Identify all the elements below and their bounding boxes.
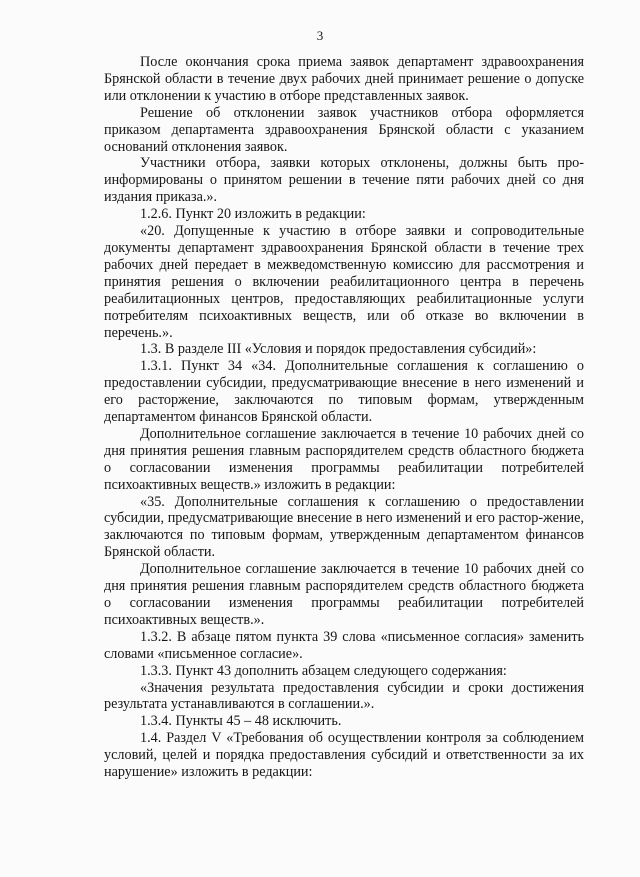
- paragraph: 1.3.1. Пункт 34 «34. Дополнительные соглашения к соглашению о предоставлении субсидии, предусматривающие внесение в него изменений и его расторжение, заключаются по типовым формам, утвержденным департаментом финансов Брянской области.: [104, 358, 584, 426]
- paragraph: 1.3.4. Пункты 45 – 48 исключить.: [140, 713, 342, 730]
- paragraph: «20. Допущенные к участию в отборе заявки и сопроводительные документы департамент здравоохранения Брянской области в течение трех рабочих дней передает в межведомственную комиссию для рассмотрения и принятия решения о включении реабилитационного центра в перечень реабилитационных центров, предоставляющих реабилитационные услуги потребителям психоактивных веществ, или об отказе во включении в перечень.».: [104, 223, 584, 341]
- paragraph: 1.3. В разделе III «Условия и порядок предоставления субсидий»:: [140, 341, 537, 358]
- paragraph: После окончания срока приема заявок департамент здравоохранения Брянской области в течение двух рабочих дней принимает решение о допуске или отклонении к участию в отборе представленных заявок.: [104, 54, 584, 104]
- paragraph: Дополнительное соглашение заключается в течение 10 рабочих дней со дня принятия решения главным распорядителем средств областного бюджета о согласовании изменения программы реабилитации потребителей психоактивных веществ.» изложить в редакции:: [104, 425, 584, 493]
- paragraph: «35. Дополнительные соглашения к соглашению о предоставлении субсидии, предусматривающие внесение в него изменений и его растор-жение, заключаются по типовым формам, утвержденным департаментом финансов Брянской области.: [104, 493, 584, 561]
- paragraph: «Значения результата предоставления субсидии и сроки достижения результата устанавливаются в соглашении.».: [104, 679, 584, 713]
- document-body: [104, 54, 584, 781]
- paragraph: Участники отбора, заявки которых отклонены, должны быть про-информированы о принятом решении в течение пяти рабочих дней со дня издания приказа.».: [104, 155, 584, 206]
- paragraph: 1.2.6. Пункт 20 изложить в редакции:: [140, 206, 366, 223]
- page-number: 3: [316, 28, 324, 43]
- paragraph: 1.4. Раздел V «Требования об осуществлении контроля за соблюдением условий, целей и порядка предоставления субсидий и ответственности за их нарушение» изложить в редакции:: [104, 730, 584, 781]
- paragraph: 1.3.2. В абзаце пятом пункта 39 слова «письменное согласия» заменить словами «письменное согласие».: [104, 628, 584, 662]
- paragraph: 1.3.3. Пункт 43 дополнить абзацем следующего содержания:: [140, 662, 507, 679]
- paragraph: Дополнительное соглашение заключается в течение 10 рабочих дней со дня принятия решения главным распорядителем средств областного бюджета о согласовании изменения программы реабилитации потребителей психоактивных веществ.».: [104, 561, 584, 628]
- paragraph: Решение об отклонении заявок участников отбора оформляется приказом департамента здравоохранения Брянской области с указанием оснований отклонения заявок.: [104, 104, 584, 155]
